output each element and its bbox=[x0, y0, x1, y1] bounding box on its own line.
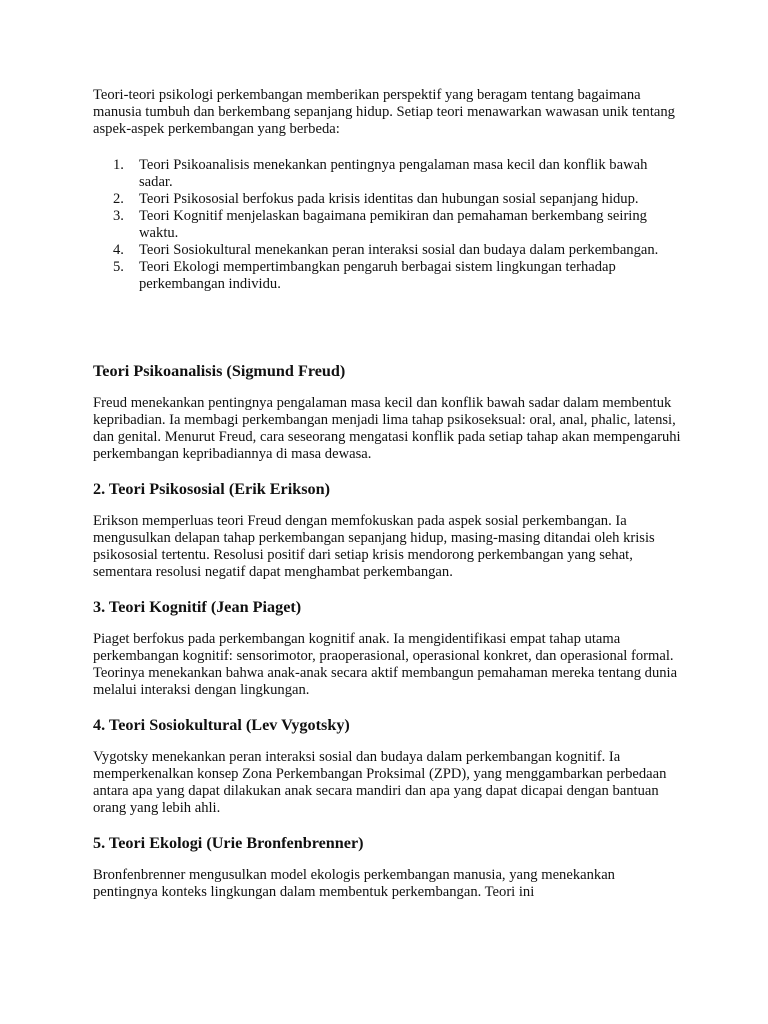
section-heading: 2. Teori Psikososial (Erik Erikson) bbox=[93, 480, 331, 498]
list-text: Teori Sosiokultural menekankan peran interaksi sosial dan budaya dalam perkembangan. bbox=[139, 242, 659, 258]
list-item bbox=[93, 259, 683, 293]
section-body: Vygotsky menekankan peran interaksi sosial dan budaya dalam perkembangan kognitif. Ia memperkenalkan konsep Zona Perkembangan Proksimal (ZPD), yang menggambarkan perbedaan antara apa yang dapat dilakukan anak secara mandiri dan apa yang dapat dicapai dengan bantuan orang yang lebih ahli. bbox=[93, 749, 667, 816]
list-item bbox=[93, 208, 683, 242]
list-item bbox=[93, 191, 683, 208]
list-number: 3. bbox=[113, 208, 124, 224]
section-heading: 3. Teori Kognitif (Jean Piaget) bbox=[93, 598, 302, 616]
section-body: Piaget berfokus pada perkembangan kognitif anak. Ia mengidentifikasi empat tahap utama perkembangan kognitif: sensorimotor, praoperasional, operasional konkret, dan operasional formal. Teorinya menekankan bahwa anak-anak secara aktif membangun pemahaman mereka tentang dunia melalui interaksi dengan lingkungan. bbox=[93, 631, 678, 698]
list-text: Teori Kognitif menjelaskan bagaimana pemikiran dan pemahaman berkembang seiring waktu. bbox=[139, 208, 647, 241]
section-body: Erikson memperluas teori Freud dengan memfokuskan pada aspek sosial perkembangan. Ia mengusulkan delapan tahap perkembangan sepanjang hidup, masing-masing ditandai oleh krisis psikososial tertentu. Resolusi positif dari setiap krisis mendorong perkembangan yang sehat, sementara resolusi negatif dapat menghambat perkembangan. bbox=[93, 513, 655, 580]
section-kognitif bbox=[93, 597, 683, 699]
list-text: Teori Psikoanalisis menekankan pentingnya pengalaman masa kecil dan konflik bawah sadar. bbox=[139, 157, 648, 190]
document-page bbox=[93, 87, 683, 917]
section-heading: 4. Teori Sosiokultural (Lev Vygotsky) bbox=[93, 716, 350, 734]
list-number: 2. bbox=[113, 191, 124, 207]
section-heading: 5. Teori Ekologi (Urie Bronfenbrenner) bbox=[93, 834, 364, 852]
list-text: Teori Psikososial berfokus pada krisis identitas dan hubungan sosial sepanjang hidup. bbox=[139, 191, 639, 207]
intro-paragraph: Teori-teori psikologi perkembangan memberikan perspektif yang beragam tentang bagaimana manusia tumbuh dan berkembang sepanjang hidup. Setiap teori menawarkan wawasan unik tentang aspek-aspek perkembangan yang berbeda: bbox=[93, 87, 675, 137]
list-item bbox=[93, 242, 683, 259]
section-heading: Teori Psikoanalisis (Sigmund Freud) bbox=[93, 362, 346, 380]
section-sosiokultural bbox=[93, 715, 683, 817]
list-number: 1. bbox=[113, 157, 124, 173]
list-number: 5. bbox=[113, 259, 124, 275]
list-number: 4. bbox=[113, 242, 124, 258]
list-text: Teori Ekologi mempertimbangkan pengaruh berbagai sistem lingkungan terhadap perkembangan individu. bbox=[139, 259, 616, 292]
theory-list bbox=[93, 157, 683, 293]
list-item bbox=[93, 157, 683, 191]
section-psikososial bbox=[93, 479, 683, 581]
section-psikoanalisis bbox=[93, 361, 683, 463]
section-body: Freud menekankan pentingnya pengalaman masa kecil dan konflik bawah sadar dalam membentuk kepribadian. Ia membagi perkembangan menjadi lima tahap psikoseksual: oral, anal, phalic, latensi, dan genital. Menurut Freud, cara seseorang mengatasi konflik pada setiap tahap akan mempengaruhi perkembangan kepribadiannya di masa dewasa. bbox=[93, 395, 681, 462]
section-ekologi bbox=[93, 833, 683, 901]
section-body: Bronfenbrenner mengusulkan model ekologis perkembangan manusia, yang menekankan pentingnya konteks lingkungan dalam membentuk perkembangan. Teori ini bbox=[93, 867, 615, 900]
